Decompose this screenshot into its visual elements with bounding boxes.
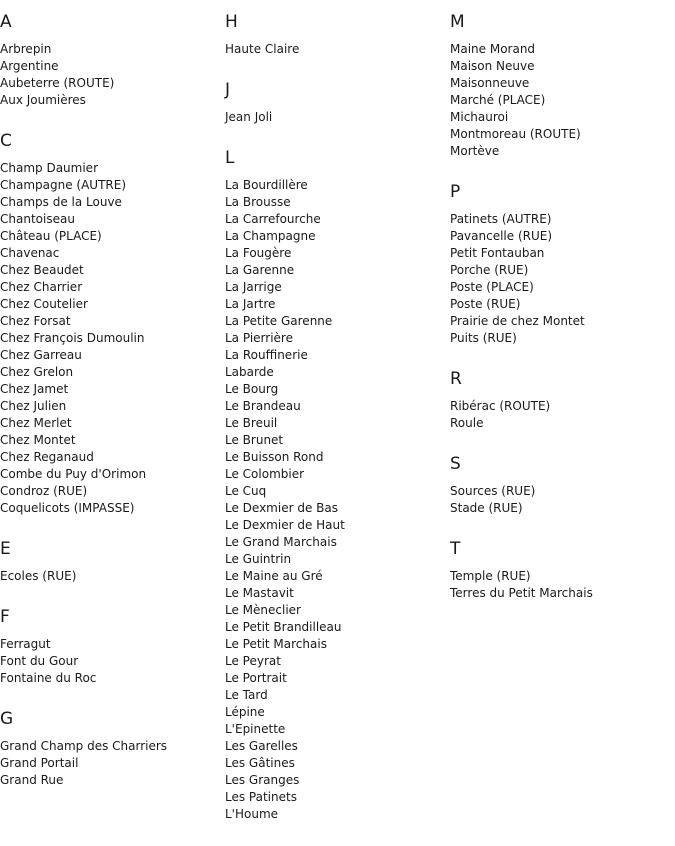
street-name: Fontaine du Roc: [0, 671, 97, 685]
section-letter-heading: J: [225, 80, 231, 100]
street-name: Mortève: [450, 144, 500, 158]
street-name: Le Peyrat: [225, 654, 281, 668]
street-name: Grand Rue: [0, 773, 64, 787]
street-name: Le Colombier: [225, 467, 305, 481]
street-name: Le Mèneclier: [225, 603, 301, 617]
letter-section: [0, 606, 225, 708]
section-spacer: [0, 109, 225, 130]
street-name: La Rouffinerie: [225, 348, 308, 362]
section-letter-heading: G: [0, 709, 14, 729]
section-letter-heading: A: [0, 12, 12, 32]
street-name: Argentine: [0, 59, 59, 73]
street-name: Chez Reganaud: [0, 450, 94, 464]
street-name: Chez Forsat: [0, 314, 71, 328]
street-name: Ecoles (RUE): [0, 569, 77, 583]
street-name: Le Bourg: [225, 382, 279, 396]
street-name: Le Buisson Rond: [225, 450, 324, 464]
letter-section: [450, 368, 675, 453]
street-name: Sources (RUE): [450, 484, 536, 498]
street-name: Haute Claire: [225, 42, 300, 56]
section-spacer: [0, 517, 225, 538]
street-name: La Fougère: [225, 246, 292, 260]
street-name: Le Dexmier de Bas: [225, 501, 338, 515]
street-name: Chez Grelon: [0, 365, 74, 379]
street-name: Lépine: [225, 705, 265, 719]
street-name: Le Breuil: [225, 416, 278, 430]
street-list: [0, 636, 225, 687]
street-name: Chez Jamet: [0, 382, 69, 396]
street-name: Le Mastavit: [225, 586, 294, 600]
section-spacer: [450, 347, 675, 368]
street-name: Le Petit Marchais: [225, 637, 327, 651]
street-name: Champ Daumier: [0, 161, 98, 175]
street-name: Les Garelles: [225, 739, 298, 753]
index-column: [225, 11, 450, 823]
street-name: Chez Garreau: [0, 348, 82, 362]
street-name: Arbrepin: [0, 42, 52, 56]
street-name: Jean Joli: [225, 110, 273, 124]
index-column: [450, 11, 675, 602]
section-letter-heading: H: [225, 12, 238, 32]
street-name: La Pierrière: [225, 331, 293, 345]
section-letter-heading: T: [450, 539, 461, 559]
street-name: L'Epinette: [225, 722, 286, 736]
street-name: Petit Fontauban: [450, 246, 545, 260]
street-name: Terres du Petit Marchais: [450, 586, 593, 600]
letter-section: [0, 538, 225, 606]
letter-section: [225, 79, 450, 147]
street-list: [225, 177, 450, 823]
letter-section: [450, 453, 675, 538]
street-name: Le Tard: [225, 688, 268, 702]
street-name: Labarde: [225, 365, 274, 379]
section-letter-heading: L: [225, 148, 235, 168]
street-name: Le Maine au Gré: [225, 569, 323, 583]
letter-section: [0, 130, 225, 538]
street-name: Le Dexmier de Haut: [225, 518, 345, 532]
section-letter-heading: S: [450, 454, 461, 474]
street-list: [450, 398, 675, 432]
street-name: Pavancelle (RUE): [450, 229, 553, 243]
street-name: Le Guintrin: [225, 552, 292, 566]
street-name: Chez François Dumoulin: [0, 331, 145, 345]
street-name: Les Granges: [225, 773, 300, 787]
street-list: [450, 211, 675, 347]
street-name: Le Grand Marchais: [225, 535, 337, 549]
street-name: La Petite Garenne: [225, 314, 333, 328]
street-name: Porche (RUE): [450, 263, 529, 277]
street-name: Champagne (AUTRE): [0, 178, 127, 192]
street-name: Roule: [450, 416, 484, 430]
section-spacer: [225, 126, 450, 147]
street-name: Stade (RUE): [450, 501, 523, 515]
letter-section: [0, 11, 225, 130]
section-letter-heading: C: [0, 131, 12, 151]
section-spacer: [0, 585, 225, 606]
street-name: Marché (PLACE): [450, 93, 546, 107]
street-name: Le Cuq: [225, 484, 267, 498]
street-name: Maine Morand: [450, 42, 536, 56]
street-name: Château (PLACE): [0, 229, 102, 243]
street-list: [450, 41, 675, 160]
letter-section: [225, 147, 450, 823]
street-list: [225, 109, 450, 126]
street-name: Aubeterre (ROUTE): [0, 76, 115, 90]
section-letter-heading: R: [450, 369, 462, 389]
street-name: Condroz (RUE): [0, 484, 88, 498]
section-letter-heading: E: [0, 539, 11, 559]
street-list: [225, 41, 450, 58]
street-name: Chez Montet: [0, 433, 76, 447]
letter-section: [450, 11, 675, 181]
street-name: Chez Coutelier: [0, 297, 88, 311]
street-name: La Bourdillère: [225, 178, 308, 192]
street-name: Chez Charrier: [0, 280, 83, 294]
section-letter-heading: P: [450, 182, 461, 202]
section-letter-heading: M: [450, 12, 465, 32]
street-name: Poste (PLACE): [450, 280, 534, 294]
street-name: Chavenac: [0, 246, 60, 260]
letter-section: [450, 181, 675, 368]
letter-section: [225, 11, 450, 79]
section-spacer: [225, 58, 450, 79]
street-name: Le Petit Brandilleau: [225, 620, 342, 634]
street-list: [450, 568, 675, 602]
street-name: Le Brandeau: [225, 399, 301, 413]
street-name: Chez Merlet: [0, 416, 72, 430]
street-list: [450, 483, 675, 517]
street-name: Grand Champ des Charriers: [0, 739, 168, 753]
street-name: La Brousse: [225, 195, 291, 209]
street-name: Champs de la Louve: [0, 195, 122, 209]
street-name: Chantoiseau: [0, 212, 75, 226]
street-list: [0, 568, 225, 585]
street-list: [0, 738, 225, 789]
street-name: Les Gâtines: [225, 756, 295, 770]
street-list: [0, 160, 225, 517]
street-name: Poste (RUE): [450, 297, 521, 311]
street-name: Le Brunet: [225, 433, 284, 447]
street-name: Maison Neuve: [450, 59, 535, 73]
street-name: Prairie de chez Montet: [450, 314, 585, 328]
street-name: Les Patinets: [225, 790, 297, 804]
section-spacer: [450, 160, 675, 181]
street-list: [0, 41, 225, 109]
street-name: La Champagne: [225, 229, 316, 243]
street-name: La Carrefourche: [225, 212, 321, 226]
street-name: Chez Beaudet: [0, 263, 84, 277]
street-name: Maisonneuve: [450, 76, 530, 90]
street-name: Montmoreau (ROUTE): [450, 127, 581, 141]
street-name: L'Houme: [225, 807, 279, 821]
section-letter-heading: F: [0, 607, 10, 627]
street-name: Chez Julien: [0, 399, 67, 413]
street-name: La Jartre: [225, 297, 276, 311]
street-name: La Jarrige: [225, 280, 282, 294]
street-name: La Garenne: [225, 263, 295, 277]
street-name: Ferragut: [0, 637, 51, 651]
section-spacer: [450, 517, 675, 538]
street-name: Combe du Puy d'Orimon: [0, 467, 147, 481]
street-name: Puits (RUE): [450, 331, 517, 345]
street-name: Michauroi: [450, 110, 509, 124]
index-column: [0, 11, 225, 789]
street-name: Aux Joumières: [0, 93, 86, 107]
letter-section: [450, 538, 675, 602]
street-name: Temple (RUE): [450, 569, 531, 583]
section-spacer: [0, 687, 225, 708]
street-name: Le Portrait: [225, 671, 287, 685]
street-name: Font du Gour: [0, 654, 79, 668]
street-name: Coquelicots (IMPASSE): [0, 501, 135, 515]
street-name: Ribérac (ROUTE): [450, 399, 551, 413]
letter-section: [0, 708, 225, 789]
street-name: Grand Portail: [0, 756, 79, 770]
section-spacer: [450, 432, 675, 453]
street-name: Patinets (AUTRE): [450, 212, 552, 226]
